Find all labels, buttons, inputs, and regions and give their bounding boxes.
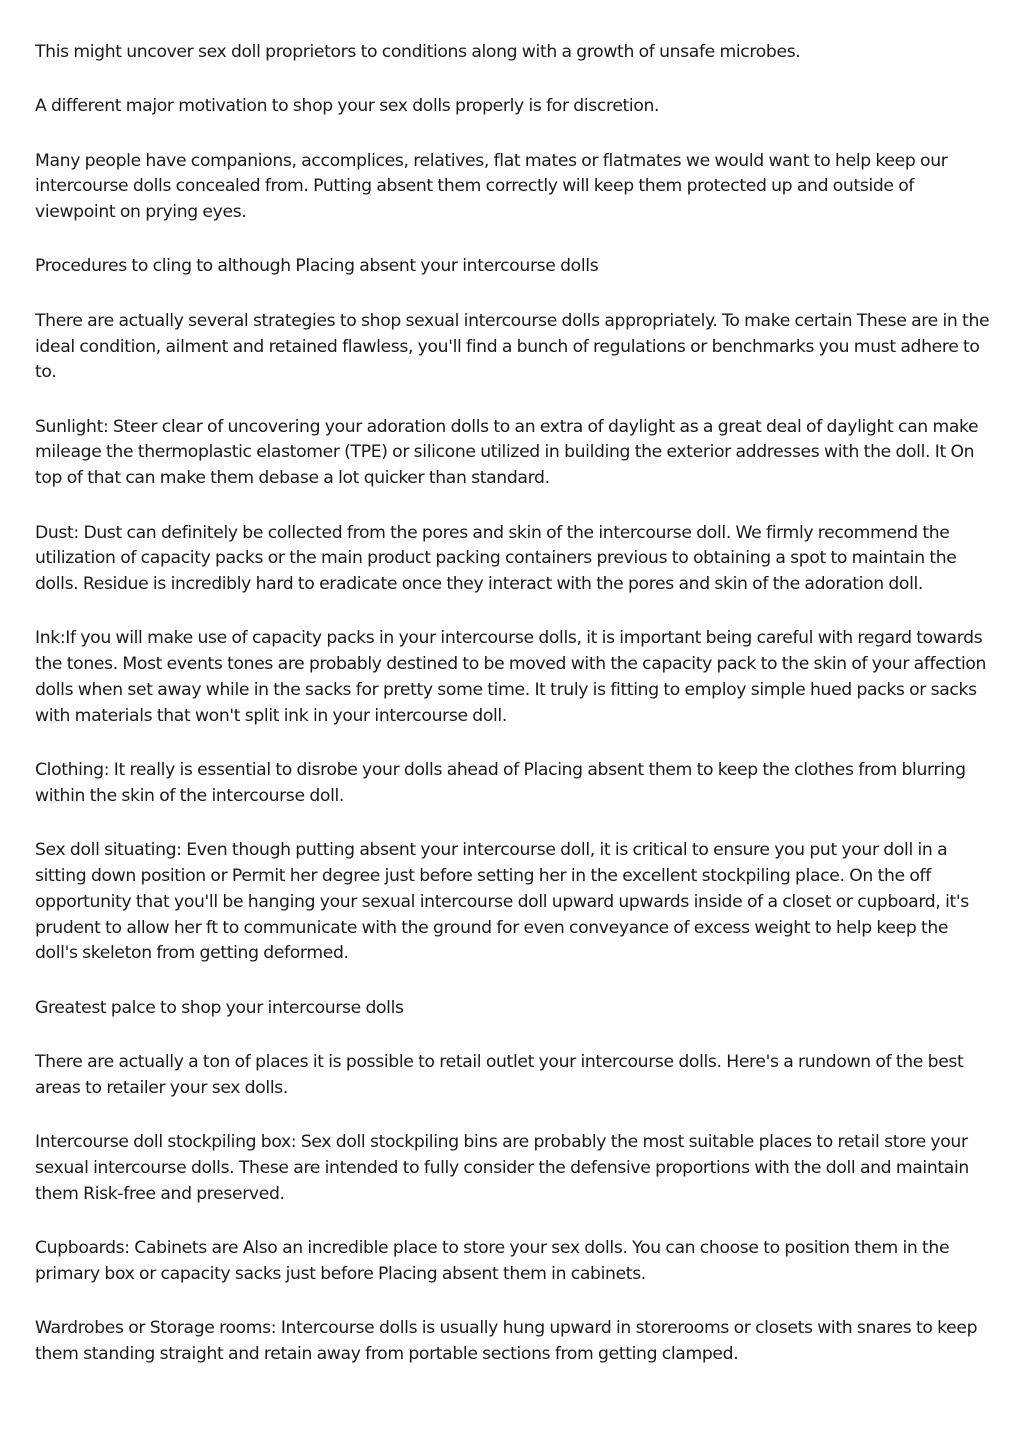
section-heading-procedures: Procedures to cling to although Placing absent your intercourse dolls [35,256,599,277]
paragraph-dust: Dust: Dust can definitely be collected from the pores and skin of the intercourse doll. We firmly recommend the utilization of capacity packs or the main product packing containers previous to obtaining a spot to maintain the dolls. Residue is incredibly hard to eradicate once they interact with the pores and skin of the adoration doll. [35,522,957,595]
paragraph-strategies: There are actually several strategies to shop sexual intercourse dolls appropriately. To make certain These are in the ideal condition, ailment and retained flawless, you'll find a bunch of regulations or benchmarks you must adhere to to. [35,310,990,383]
document-body [35,40,995,1396]
paragraph-companions: Many people have companions, accomplices, relatives, flat mates or flatmates we would want to help keep our intercourse dolls concealed from. Putting absent them correctly will keep them protected up and outside of viewpoint on prying eyes. [35,150,948,223]
paragraph-cupboards: Cupboards: Cabinets are Also an incredible place to store your sex dolls. You can choose to position them in the primary box or capacity sacks just before Placing absent them in cabinets. [35,1238,950,1284]
paragraph-discretion: A different major motivation to shop your sex dolls properly is for discretion. [35,96,660,117]
paragraph-intro-microbes: This might uncover sex doll proprietors to conditions along with a growth of unsafe microbes. [35,42,801,62]
paragraph-clothing: Clothing: It really is essential to disrobe your dolls ahead of Placing absent them to keep the clothes from blurring within the skin of the intercourse doll. [35,760,966,806]
paragraph-storage-box: Intercourse doll stockpiling box: Sex doll stockpiling bins are probably the most suitable places to retail store your sexual intercourse dolls. These are intended to fully consider the defensive proportions with the doll and maintain them Risk-free and preserved. [35,1132,969,1204]
paragraph-ink: Ink:If you will make use of capacity packs in your intercourse dolls, it is important being careful with regard towards the tones. Most events tones are probably destined to be moved with the capacity pack to the skin of your affection dolls when set away while in the sacks for pretty some time. It truly is fitting to employ simple hued packs or sacks with materials that won't split ink in your intercourse doll. [35,628,987,726]
paragraph-sunlight: Sunlight: Steer clear of uncovering your adoration dolls to an extra of daylight as a great deal of daylight can make mileage the thermoplastic elastomer (TPE) or silicone utilized in building the exterior addresses with the doll. It On top of that can make them debase a lot quicker than standard. [35,416,979,489]
section-heading-greatest-place: Greatest palce to shop your intercourse dolls [35,997,404,1018]
paragraph-situating: Sex doll situating: Even though putting absent your intercourse doll, it is critical to ensure you put your doll in a sitting down position or Permit her degree just before setting her in the excellent stockpiling place. On the off opportunity that you'll be hanging your sexual intercourse doll upward upwards inside of a closet or cupboard, it's prudent to allow her ft to communicate with the ground for even conveyance of excess weight to help keep the doll's skeleton from getting deformed. [35,840,969,964]
paragraph-places-overview: There are actually a ton of places it is possible to retail outlet your intercourse dolls. Here's a rundown of the best areas to retailer your sex dolls. [35,1052,964,1098]
paragraph-wardrobes: Wardrobes or Storage rooms: Intercourse dolls is usually hung upward in storerooms or closets with snares to keep them standing straight and retain away from portable sections from getting clamped. [35,1318,978,1364]
